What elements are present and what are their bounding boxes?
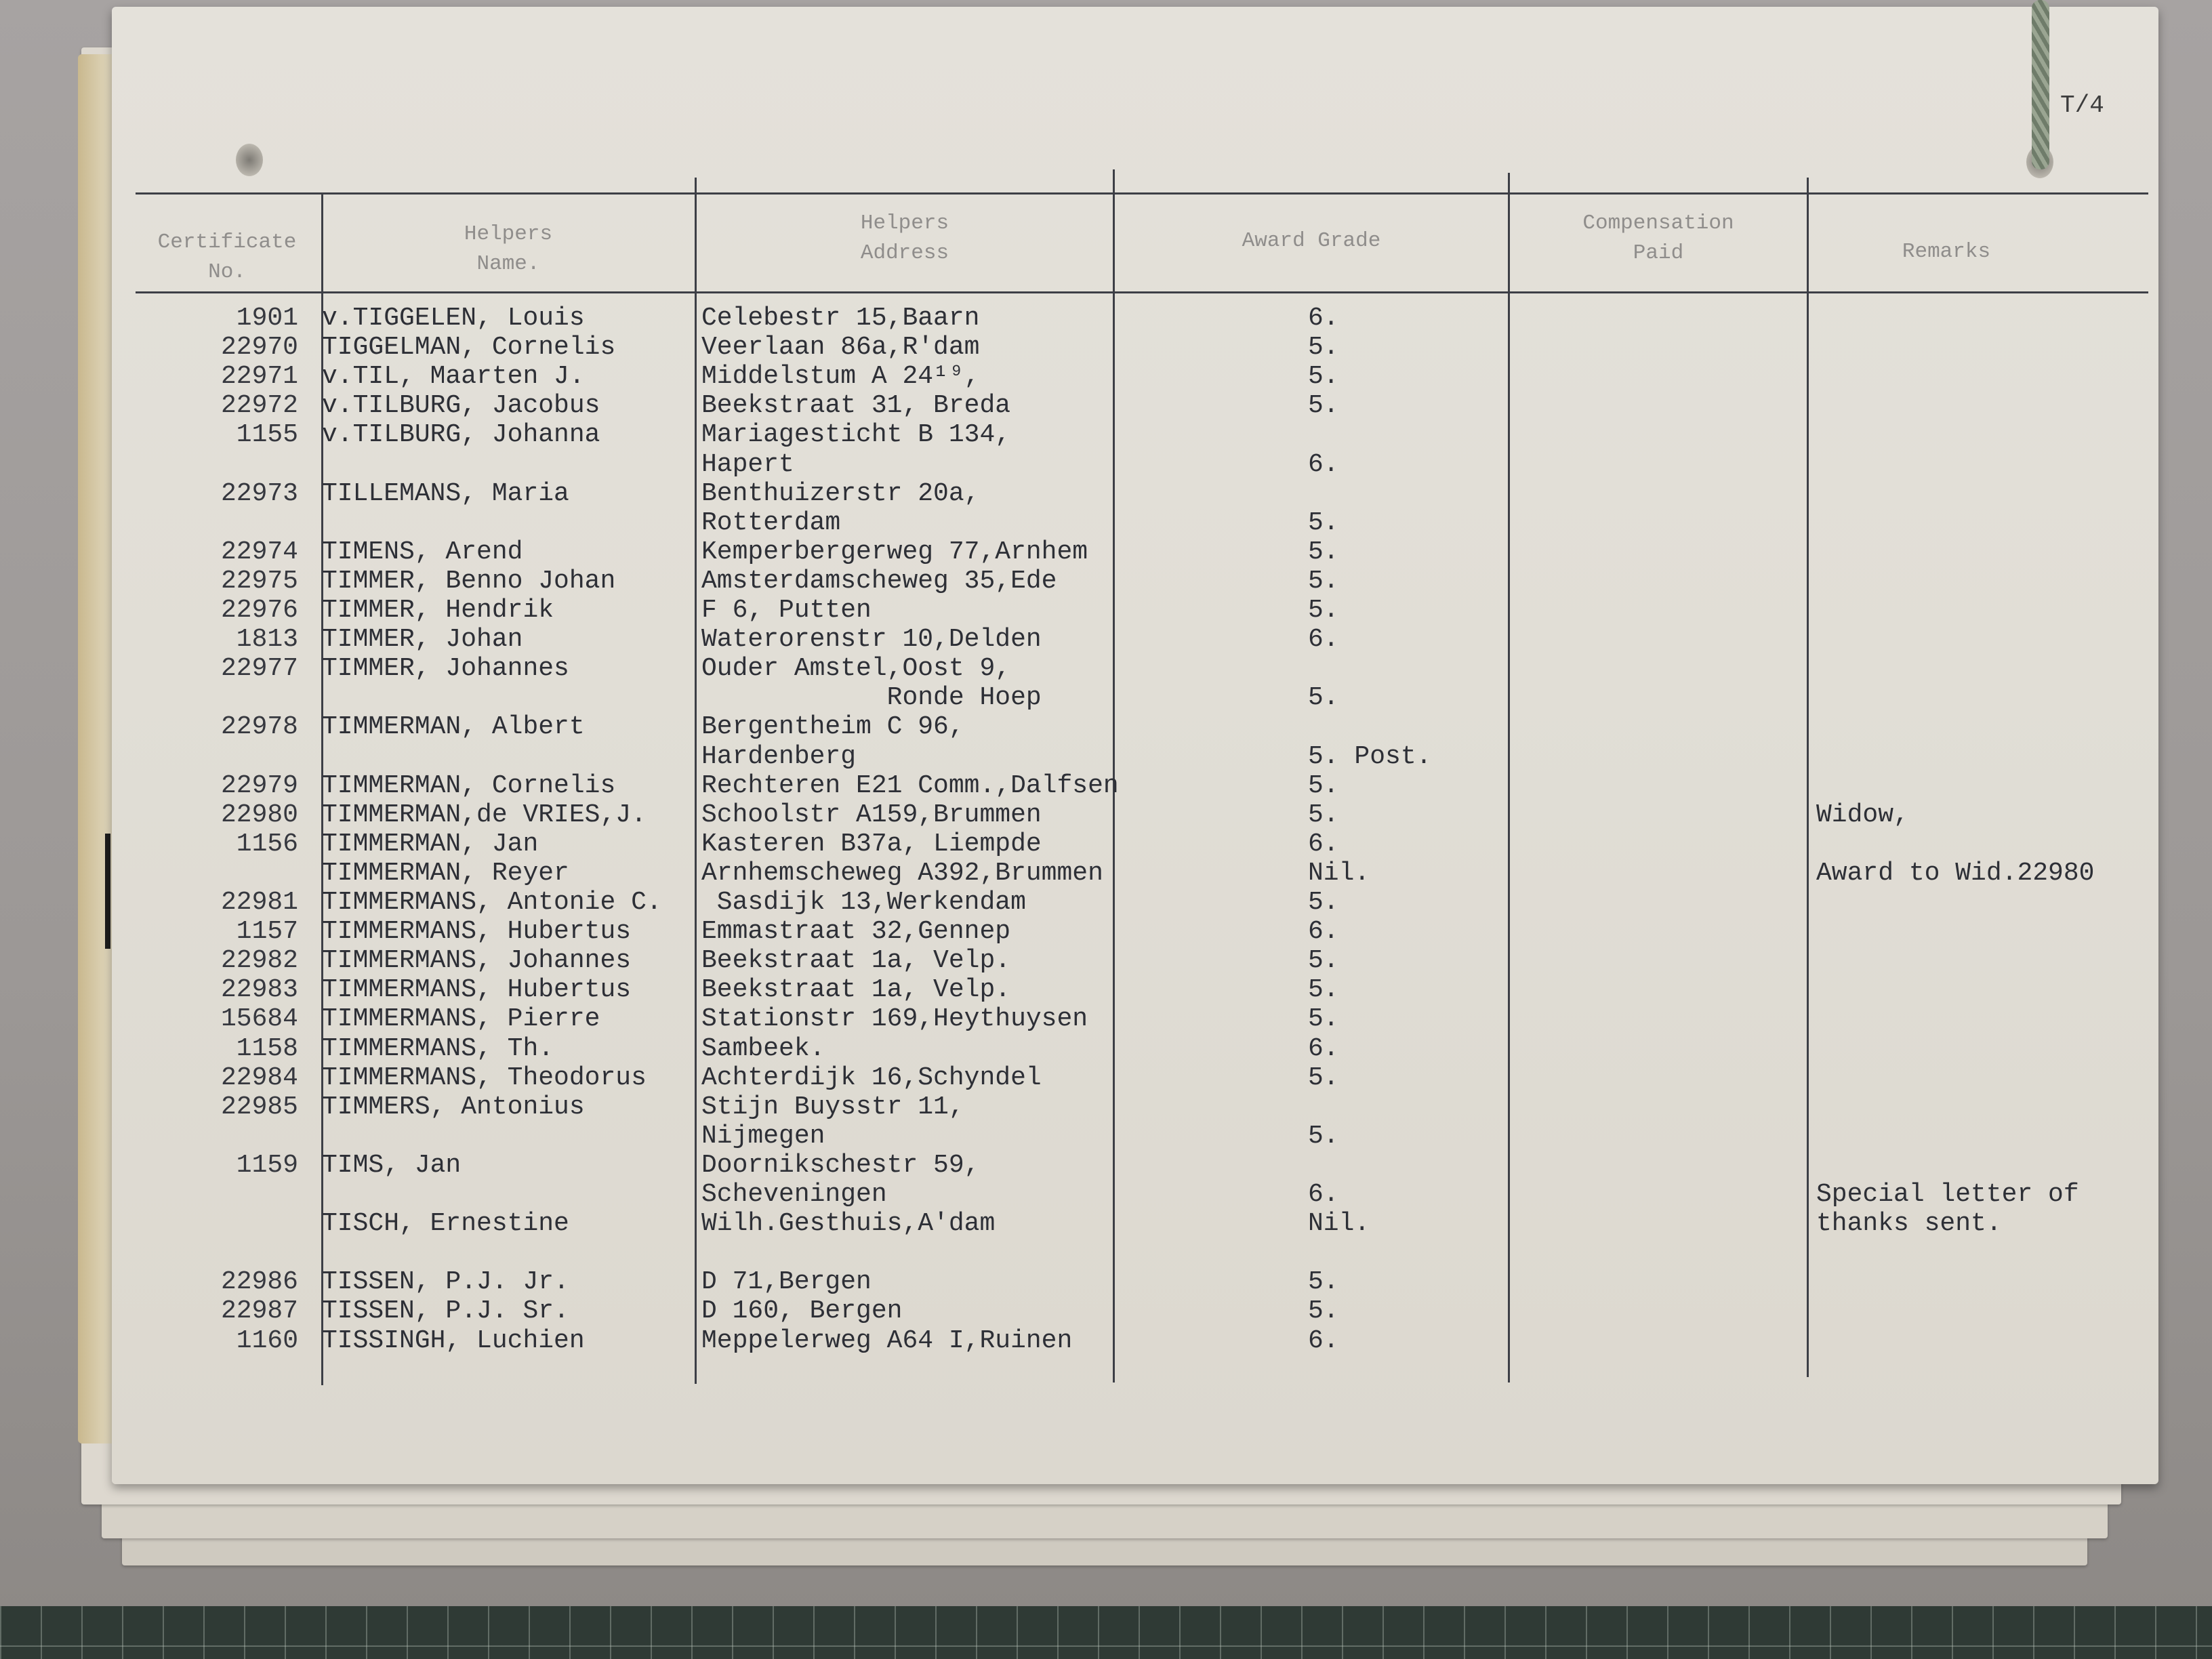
certificate-number: 1156 <box>236 829 298 859</box>
table-row <box>0 1092 2212 1122</box>
helper-name: TIMMERMANS, Theodorus <box>322 1063 647 1092</box>
helper-name: TIGGELMAN, Cornelis <box>322 333 616 363</box>
award-grade: 5. <box>1308 596 1339 625</box>
helper-name: v.TILBURG, Jacobus <box>322 391 600 421</box>
certificate-number: 1160 <box>236 1326 298 1355</box>
award-grade: 6. <box>1308 1326 1339 1355</box>
award-grade: 6. <box>1308 1180 1339 1209</box>
award-grade: 5. <box>1308 508 1339 537</box>
helper-address: Kemperbergerweg 77,Arnhem <box>701 537 1088 567</box>
remark: Special letter of <box>1816 1180 2079 1209</box>
table-top-rule <box>136 192 2148 194</box>
helper-name: TIMMERMAN, Reyer <box>322 858 569 888</box>
award-grade: 5. <box>1308 1063 1339 1092</box>
certificate-number: 22986 <box>220 1267 298 1297</box>
helper-address: Stijn Buysstr 11, <box>701 1092 964 1122</box>
award-grade: 6. <box>1308 304 1339 333</box>
helper-name: TIMMERMAN,de VRIES,J. <box>322 800 647 830</box>
helper-name: TISSEN, P.J. Jr. <box>322 1267 569 1297</box>
table-row <box>0 975 2212 1004</box>
remark: Widow, <box>1816 800 1909 830</box>
helper-address: Stationstr 169,Heythuysen <box>701 1004 1088 1034</box>
cutting-mat <box>0 1606 2212 1659</box>
remark: thanks sent. <box>1816 1209 2002 1239</box>
helper-name: TIMMER, Benno Johan <box>322 566 616 596</box>
award-grade: 5. <box>1308 1004 1339 1034</box>
helper-address: Rechteren E21 Comm.,Dalfsen <box>701 771 1119 800</box>
header-helpers-name: Helpers Name. <box>464 222 553 276</box>
helper-name: TISSINGH, Luchien <box>322 1326 585 1355</box>
table-row <box>0 479 2212 508</box>
header-award-grade: Award Grade <box>1242 229 1381 253</box>
helper-address: Doornikschestr 59, <box>701 1150 980 1180</box>
award-grade: 5. <box>1308 771 1339 800</box>
certificate-number: 22981 <box>220 888 298 917</box>
table-row <box>0 800 2212 830</box>
helper-name: TIMMERMAN, Cornelis <box>322 771 616 800</box>
helper-name: TIMMERS, Antonius <box>322 1092 585 1122</box>
award-grade: 5. <box>1308 1296 1339 1326</box>
helper-name: TIMMERMANS, Hubertus <box>322 975 632 1005</box>
certificate-number: 22985 <box>220 1092 298 1122</box>
binding-string <box>2032 0 2049 169</box>
table-row <box>0 1267 2212 1296</box>
helper-name: TIMMERMAN, Albert <box>322 712 585 742</box>
award-grade: Nil. <box>1308 858 1370 888</box>
helper-name: TIMMERMANS, Johannes <box>322 946 632 976</box>
table-row <box>0 1034 2212 1063</box>
award-grade: 5. <box>1308 566 1339 596</box>
certificate-number: 22978 <box>220 712 298 742</box>
header-remarks: Remarks <box>1902 240 1991 264</box>
helper-address: Beekstraat 31, Breda <box>701 391 1011 421</box>
helper-address: Sasdijk 13,Werkendam <box>701 888 1026 917</box>
helper-name: TIMMERMANS, Pierre <box>322 1004 600 1034</box>
helper-address: Arnhemscheweg A392,Brummen <box>701 858 1103 888</box>
helper-name: TIMENS, Arend <box>322 537 523 567</box>
table-row <box>0 888 2212 917</box>
award-grade: 5. <box>1308 537 1339 567</box>
award-grade: 5. <box>1308 800 1339 830</box>
helper-address: Middelstum A 24¹⁹, <box>701 362 980 392</box>
helper-address: Achterdijk 16,Schyndel <box>701 1063 1042 1092</box>
award-grade: 5. <box>1308 975 1339 1005</box>
helper-address: Waterorenstr 10,Delden <box>701 625 1042 655</box>
award-grade: 5. <box>1308 362 1339 392</box>
certificate-number: 22983 <box>220 975 298 1005</box>
certificate-number: 1901 <box>236 304 298 333</box>
helper-address: Ouder Amstel,Oost 9, <box>701 654 1011 684</box>
table-row <box>0 450 2212 479</box>
award-grade: 6. <box>1308 625 1339 655</box>
table-row <box>0 1151 2212 1180</box>
certificate-number: 22987 <box>220 1296 298 1326</box>
award-grade: 5. <box>1308 1121 1339 1151</box>
table-row <box>0 683 2212 712</box>
header-bottom-rule <box>136 291 2148 293</box>
helper-name: TIMMER, Johannes <box>322 654 569 684</box>
remark: Award to Wid.22980 <box>1816 858 2095 888</box>
helper-address: Sambeek. <box>701 1033 825 1063</box>
helper-address: Kasteren B37a, Liempde <box>701 829 1042 859</box>
table-row <box>0 1238 2212 1267</box>
helper-address: D 71,Bergen <box>701 1267 872 1297</box>
header-certificate: Certificate No. <box>157 230 297 284</box>
table-row <box>0 1209 2212 1238</box>
certificate-number: 1813 <box>236 625 298 655</box>
helper-address: Scheveningen <box>701 1180 887 1209</box>
helper-name: TIMMER, Hendrik <box>322 596 554 625</box>
helper-name: v.TIL, Maarten J. <box>322 362 585 392</box>
helper-address: Ronde Hoep <box>701 683 1042 713</box>
helper-name: TIMMERMANS, Th. <box>322 1033 554 1063</box>
helper-address: Schoolstr A159,Brummen <box>701 800 1042 830</box>
table-row <box>0 830 2212 859</box>
award-grade: 5. <box>1308 888 1339 917</box>
helper-address: Beekstraat 1a, Velp. <box>701 975 1011 1005</box>
helper-address: D 160, Bergen <box>701 1296 903 1326</box>
certificate-number: 1158 <box>236 1033 298 1063</box>
table-row <box>0 1122 2212 1151</box>
award-grade: 5. Post. <box>1308 741 1432 771</box>
helper-address: Veerlaan 86a,R'dam <box>701 333 980 363</box>
award-grade: 6. <box>1308 829 1339 859</box>
certificate-number: 15684 <box>220 1004 298 1034</box>
sheet-reference: T/4 <box>2060 91 2104 119</box>
helper-name: v.TILBURG, Johanna <box>322 420 600 450</box>
helper-address: Amsterdamscheweg 35,Ede <box>701 566 1057 596</box>
award-grade: 5. <box>1308 333 1339 363</box>
certificate-number: 22973 <box>220 478 298 508</box>
helper-name: TILLEMANS, Maria <box>322 478 569 508</box>
table-row <box>0 567 2212 596</box>
helper-address: Emmastraat 32,Gennep <box>701 917 1011 947</box>
helper-name: TISCH, Ernestine <box>322 1209 569 1239</box>
helper-address: Hardenberg <box>701 741 857 771</box>
punch-hole-left <box>236 144 263 176</box>
award-grade: 5. <box>1308 683 1339 713</box>
table-row <box>0 859 2212 888</box>
helper-address: Rotterdam <box>701 508 841 537</box>
table-row <box>0 304 2212 333</box>
award-grade: 6. <box>1308 1033 1339 1063</box>
helper-address: Wilh.Gesthuis,A'dam <box>701 1209 996 1239</box>
helper-address: Meppelerweg A64 I,Ruinen <box>701 1326 1073 1355</box>
certificate-number: 22974 <box>220 537 298 567</box>
table-row <box>0 917 2212 946</box>
certificate-number: 22976 <box>220 596 298 625</box>
header-helpers-address: Helpers Address <box>860 211 949 265</box>
certificate-number: 22984 <box>220 1063 298 1092</box>
certificate-number: 22970 <box>220 333 298 363</box>
award-grade: 5. <box>1308 946 1339 976</box>
certificate-number: 22979 <box>220 771 298 800</box>
table-row <box>0 391 2212 420</box>
table-row <box>0 596 2212 625</box>
certificate-number: 22972 <box>220 391 298 421</box>
certificate-number: 1157 <box>236 917 298 947</box>
certificate-number: 22980 <box>220 800 298 830</box>
table-row <box>0 1296 2212 1326</box>
helper-address: Nijmegen <box>701 1121 825 1151</box>
helper-name: TIMMERMAN, Jan <box>322 829 539 859</box>
table-row <box>0 362 2212 391</box>
award-grade: 5. <box>1308 391 1339 421</box>
award-grade: 5. <box>1308 1267 1339 1297</box>
table-row <box>0 1326 2212 1355</box>
table-row <box>0 420 2212 449</box>
certificate-number: 22975 <box>220 566 298 596</box>
helper-address: Hapert <box>701 449 794 479</box>
certificate-number: 22971 <box>220 362 298 392</box>
helper-name: TISSEN, P.J. Sr. <box>322 1296 569 1326</box>
helper-name: TIMS, Jan <box>322 1150 462 1180</box>
helper-address: Celebestr 15,Baarn <box>701 304 980 333</box>
helper-name: v.TIGGELEN, Louis <box>322 304 585 333</box>
table-row <box>0 771 2212 800</box>
award-grade: 6. <box>1308 449 1339 479</box>
table-row <box>0 508 2212 537</box>
certificate-number: 22982 <box>220 946 298 976</box>
table-row <box>0 654 2212 683</box>
table-row <box>0 1180 2212 1209</box>
table-row <box>0 1063 2212 1092</box>
certificate-number: 1155 <box>236 420 298 450</box>
table-row <box>0 946 2212 975</box>
helper-name: TIMMERMANS, Hubertus <box>322 917 632 947</box>
helper-address: Benthuizerstr 20a, <box>701 478 980 508</box>
table-row <box>0 712 2212 741</box>
certificate-number: 1159 <box>236 1150 298 1180</box>
award-grade: Nil. <box>1308 1209 1370 1239</box>
helper-name: TIMMERMANS, Antonie C. <box>322 888 662 917</box>
table-row <box>0 537 2212 567</box>
helper-address: Beekstraat 1a, Velp. <box>701 946 1011 976</box>
header-compensation-paid: Compensation Paid <box>1582 211 1734 265</box>
helper-address: Bergentheim C 96, <box>701 712 964 742</box>
certificate-number: 22977 <box>220 654 298 684</box>
table-row <box>0 625 2212 654</box>
helper-name: TIMMER, Johan <box>322 625 523 655</box>
table-row <box>0 742 2212 771</box>
award-grade: 6. <box>1308 917 1339 947</box>
helper-address: F 6, Putten <box>701 596 872 625</box>
helper-address: Mariagesticht B 134, <box>701 420 1011 450</box>
table-row <box>0 333 2212 362</box>
table-row <box>0 1004 2212 1033</box>
